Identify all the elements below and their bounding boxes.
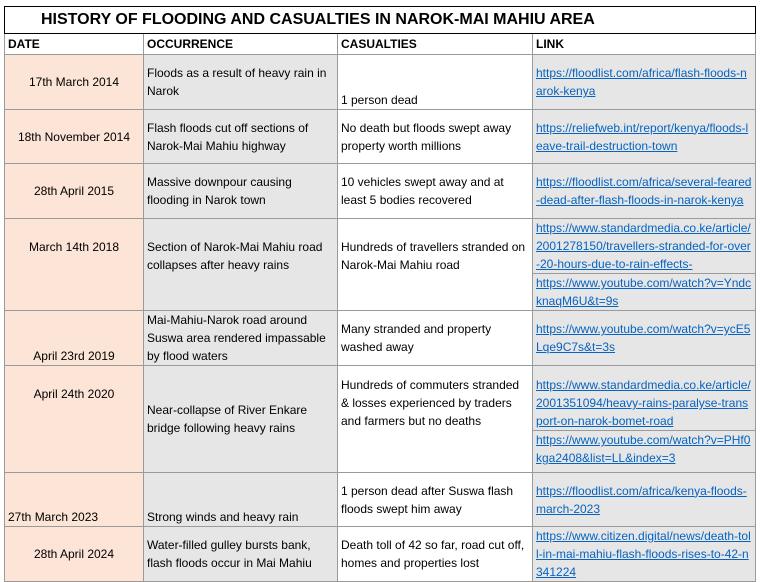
header-link: LINK <box>533 34 756 55</box>
occurrence-cell: Floods as a result of heavy rain in Narok <box>144 55 338 110</box>
date-cell: 17th March 2014 <box>5 55 144 110</box>
header-date: DATE <box>5 34 144 55</box>
date-cell: 18th November 2014 <box>5 110 144 164</box>
occurrence-cell: Strong winds and heavy rain <box>144 473 338 527</box>
link-cell[interactable]: https://reliefweb.int/report/kenya/floods-leave-trail-destruction-town <box>536 120 749 153</box>
casualties-cell: Many stranded and property washed away <box>338 311 533 366</box>
flood-history-table <box>4 6 756 582</box>
link-cell[interactable]: https://www.youtube.com/watch?v=ycE5Lqe9C7s&t=3s <box>536 322 751 354</box>
table-row <box>5 311 756 366</box>
casualties-cell: No death but floods swept away property worth millions <box>338 110 533 164</box>
casualties-cell: 1 person dead <box>338 55 533 110</box>
date-cell: 28th April 2024 <box>5 527 144 582</box>
occurrence-cell: Massive downpour causing flooding in Narok town <box>144 164 338 219</box>
header-casualties: CASUALTIES <box>338 34 533 55</box>
table-row <box>5 164 756 219</box>
occurrence-cell: Water-filled gulley bursts bank, flash floods occur in Mai Mahiu <box>144 527 338 582</box>
occurrence-cell: Mai-Mahiu-Narok road around Suswa area rendered impassable by flood waters <box>144 311 338 366</box>
occurrence-cell: Flash floods cut off sections of Narok-Mai Mahiu highway <box>144 110 338 164</box>
casualties-cell: Hundreds of travellers stranded on Narok-Mai Mahiu road <box>338 219 533 311</box>
date-cell: 28th April 2015 <box>5 164 144 219</box>
link-cell[interactable]: https://floodlist.com/africa/several-feared-dead-after-flash-floods-in-narok-kenya <box>536 175 752 207</box>
table-row <box>5 473 756 527</box>
casualties-cell: 10 vehicles swept away and at least 5 bodies recovered <box>338 164 533 219</box>
table-row <box>5 527 756 582</box>
table-row <box>5 219 756 311</box>
link-cell[interactable]: https://www.youtube.com/watch?v=PHf0kga2408&list=LL&index=3 <box>533 430 755 467</box>
casualties-cell: Death toll of 42 so far, road cut off, homes and properties lost <box>338 527 533 582</box>
spreadsheet <box>4 6 755 579</box>
link-cell[interactable]: https://floodlist.com/africa/kenya-floods-march-2023 <box>536 483 747 516</box>
casualties-cell: Hundreds of commuters stranded & losses experienced by traders and farmers but no deaths <box>338 366 533 473</box>
table-row <box>5 55 756 110</box>
date-cell: April 23rd 2019 <box>5 311 144 366</box>
link-cell[interactable]: https://www.citizen.digital/news/death-toll-in-mai-mahiu-flash-floods-rises-to-42-n341224 <box>536 529 751 579</box>
occurrence-cell: Section of Narok-Mai Mahiu road collapses after heavy rains <box>144 219 338 311</box>
header-occurrence: OCCURRENCE <box>144 34 338 55</box>
date-cell: April 24th 2020 <box>5 366 144 473</box>
casualties-cell: 1 person dead after Suswa flash floods swept him away <box>338 473 533 527</box>
date-cell: 27th March 2023 <box>5 473 144 527</box>
table-title: HISTORY OF FLOODING AND CASUALTIES IN NAROK-MAI MAHIU AREA <box>5 7 756 34</box>
table-row <box>5 366 756 473</box>
occurrence-cell: Near-collapse of River Enkare bridge following heavy rains <box>144 366 338 473</box>
link-cell[interactable]: https://floodlist.com/africa/flash-floods-narok-kenya <box>536 66 747 98</box>
table-row <box>5 110 756 164</box>
date-cell: March 14th 2018 <box>5 219 144 311</box>
link-cell[interactable]: https://www.standardmedia.co.ke/article/2001278150/travellers-stranded-for-over-20-hours-due-to-rain-effects- <box>536 221 751 271</box>
link-cell[interactable]: https://www.standardmedia.co.ke/article/2001351094/heavy-rains-paralyse-transport-on-narok-bomet-road <box>536 378 751 428</box>
link-cell[interactable]: https://www.youtube.com/watch?v=YndcknaqM6U&t=9s <box>533 273 755 310</box>
